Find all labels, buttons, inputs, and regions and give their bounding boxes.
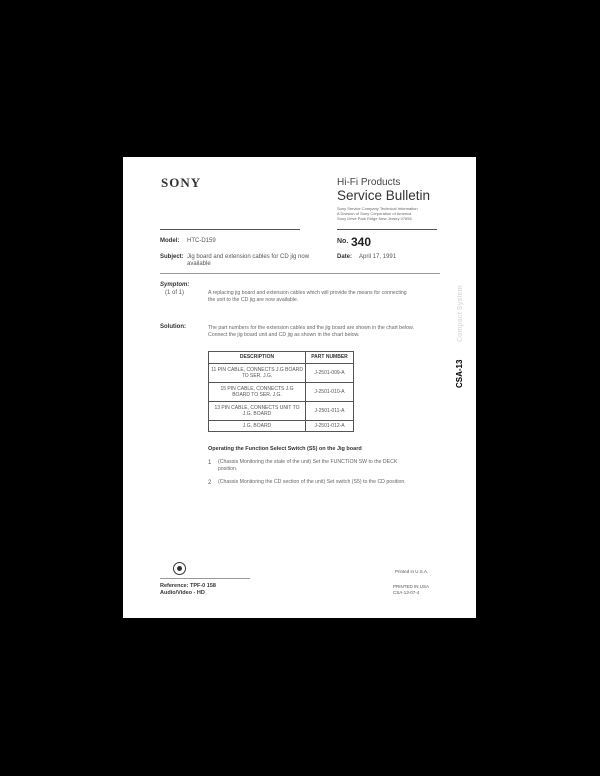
subject-label: Subject:: [160, 254, 184, 260]
operating-heading: Operating the Function Select Switch (S5) on the Jig board: [208, 446, 362, 452]
model-value: HTC-D159: [187, 238, 216, 244]
table-row: [209, 364, 354, 383]
footer-right-mid: PRINTED IN USA: [393, 584, 430, 589]
date-value: April 17, 1991: [359, 254, 397, 260]
side-category-text: Compact System: [457, 285, 464, 342]
address-line-2: A Division of Sony Corporation of America: [337, 211, 412, 216]
solution-label: Solution:: [160, 324, 186, 330]
document-page: [123, 157, 476, 618]
header-rule-right: [337, 229, 437, 230]
column-header-description: DESCRIPTION: [209, 352, 306, 364]
footer-reference: Reference: TPF-0 158: [160, 583, 216, 589]
table-header-row: [209, 352, 354, 364]
table-cell-description: 11 PIN CABLE, CONNECTS J.G BOARD TO SER. J.G.: [209, 364, 306, 383]
subject-value-1: Jig board and extension cables for CD jig now: [187, 254, 310, 260]
side-category-label: [453, 272, 469, 342]
esa-seal-icon: [173, 562, 186, 575]
parts-table: [208, 351, 354, 432]
table-cell-part-number: J-2501-010-A: [306, 383, 354, 402]
brand-logo: SONY: [161, 175, 202, 190]
solution-text: The part numbers for the extension cables and the jig board are shown in the chart below. Connect the jig board unit and CD jig as shown in the chart below.: [208, 325, 414, 338]
footer-audio: Audio/Video - HD: [160, 590, 205, 596]
address-line-1: Sony Service Company Technical Information: [337, 206, 418, 211]
symptom-label: Symptom:: [160, 282, 190, 288]
footer-rule: [160, 578, 250, 579]
bulletin-no-label: No.: [337, 238, 349, 245]
subject-value-2: available: [187, 261, 211, 267]
table-cell-part-number: J-2501-012-A: [306, 421, 354, 432]
bulletin-subtitle: Hi-Fi Products: [337, 177, 401, 188]
side-tab-text: CSA-13: [455, 359, 464, 388]
operating-text-2: (Chassis Monitoring the CD section of the unit) Set switch (S5) to the CD position.: [218, 479, 406, 485]
header-rule-left: [160, 229, 300, 230]
operating-text-1: (Chassis Monitoring the state of the unit) Set the FUNCTION SW to the DECK position.: [218, 459, 398, 472]
table-cell-description: J.G. BOARD: [209, 421, 306, 432]
bulletin-no-value: 340: [351, 235, 372, 249]
table-cell-description: 13 PIN CABLE, CONNECTS UNIT TO J.G. BOARD: [209, 402, 306, 421]
operating-bullet-2: 2: [208, 480, 212, 486]
table-row: [209, 383, 354, 402]
table-cell-part-number: J-2501-011-A: [306, 402, 354, 421]
table-cell-part-number: J-2501-009-A: [306, 364, 354, 383]
date-label: Date:: [337, 254, 353, 260]
symptom-text: A replacing jig board and extension cables which will provide the means for connecting the unit to the CD jig are now available.: [208, 290, 407, 303]
symptom-code: (1 of 1): [165, 290, 185, 296]
footer-right-top: Printed in U.S.A.: [395, 569, 429, 574]
footer-right-bottom: CSA-13-07-4: [393, 590, 420, 595]
table-row: [209, 421, 354, 432]
table-cell-description: 15 PIN CABLE, CONNECTS J.G BOARD TO SER. J.G.: [209, 383, 306, 402]
bulletin-title: Service Bulletin: [337, 188, 431, 203]
column-header-part-number: PART NUMBER: [306, 352, 354, 364]
meta-rule: [160, 273, 440, 274]
side-tab: [452, 346, 468, 390]
table-row: [209, 402, 354, 421]
operating-bullet-1: 1: [208, 460, 212, 466]
model-label: Model:: [160, 238, 180, 244]
address-line-3: Sony Drive Park Ridge New Jersey 07656: [337, 216, 412, 221]
